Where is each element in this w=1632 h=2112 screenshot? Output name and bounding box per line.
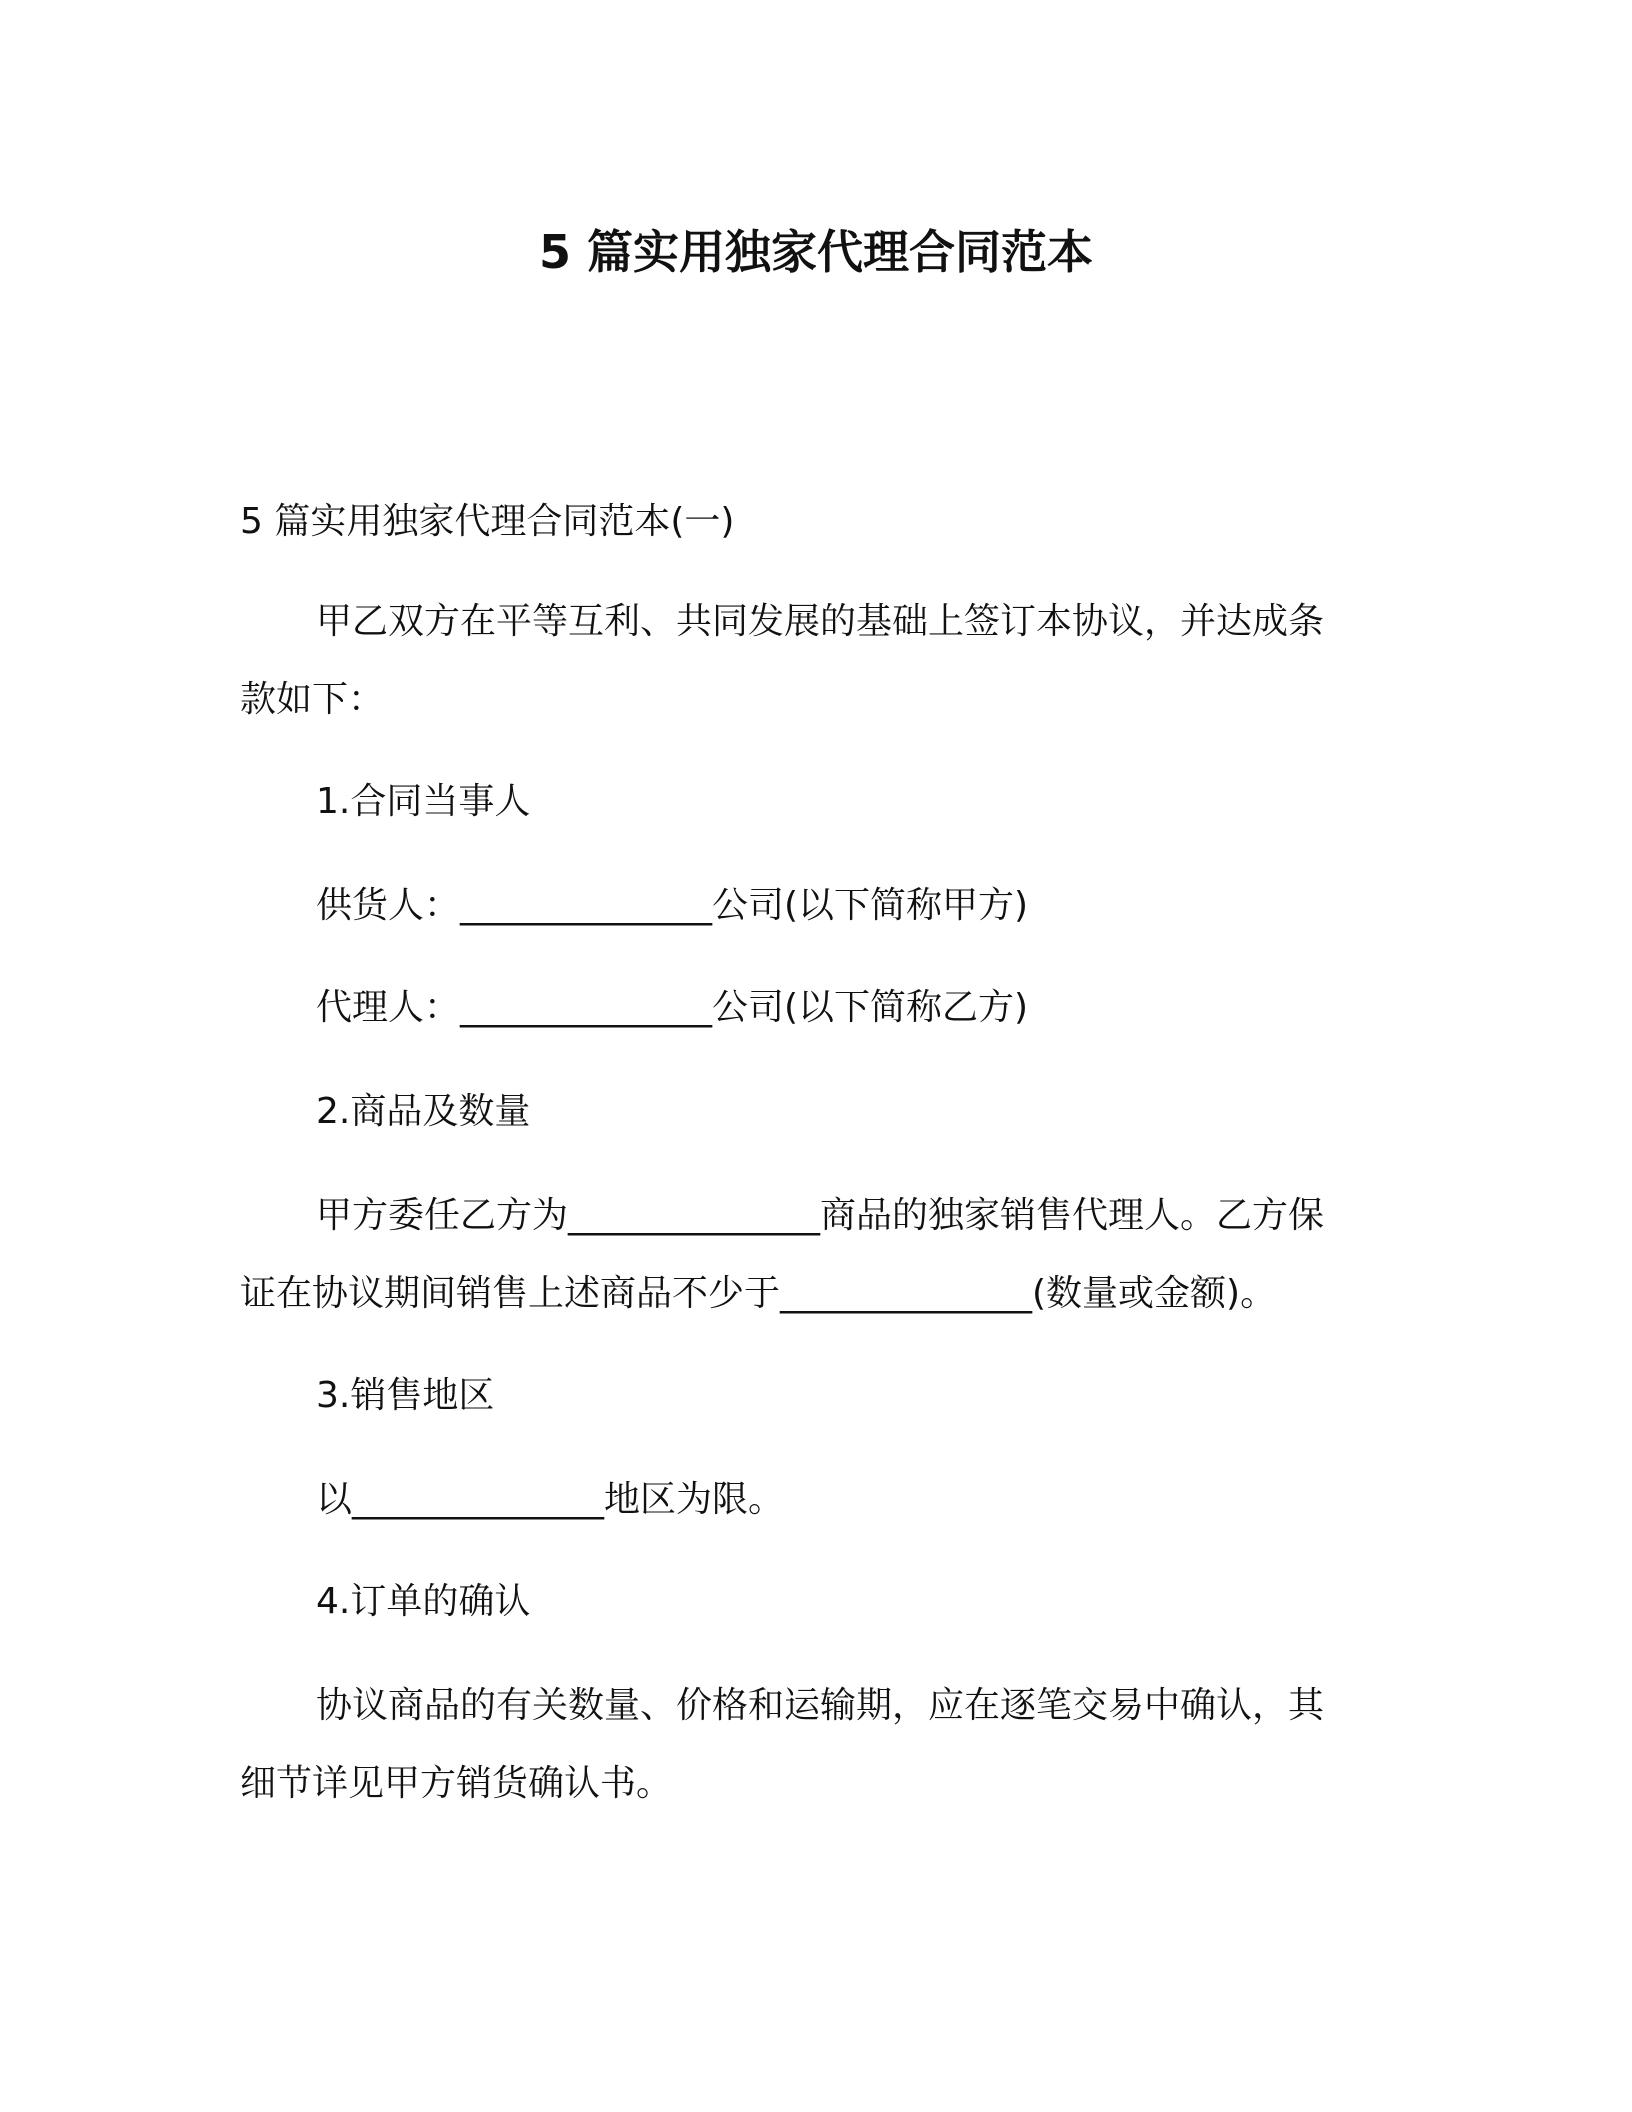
clause-4-heading: 4.订单的确认 (316, 1581, 531, 1622)
section-heading: 5 篇实用独家代理合同范本(一) (240, 501, 735, 542)
clause-3-paragraph: 以______________地区为限。 (316, 1479, 785, 1520)
document-title: 5 篇实用独家代理合同范本 (538, 225, 1094, 279)
clause-1-heading: 1.合同当事人 (316, 781, 531, 822)
clause-2-heading: 2.商品及数量 (316, 1091, 531, 1132)
intro-paragraph-line-1: 甲乙双方在平等互利、共同发展的基础上签订本协议，并达成条 (316, 601, 1325, 642)
clause-4-paragraph-line-1: 协议商品的有关数量、价格和运输期，应在逐笔交易中确认，其 (316, 1685, 1325, 1726)
clause-4-paragraph-line-2: 细节详见甲方销货确认书。 (240, 1763, 673, 1804)
intro-paragraph-line-2: 款如下： (240, 679, 385, 720)
supplier-line: 供货人：______________公司(以下简称甲方) (316, 885, 1029, 926)
clause-3-heading: 3.销售地区 (316, 1375, 495, 1416)
agent-line: 代理人：______________公司(以下简称乙方) (316, 987, 1029, 1028)
clause-2-paragraph-line-1: 甲方委任乙方为______________商品的独家销售代理人。乙方保 (316, 1195, 1325, 1236)
clause-2-paragraph-line-2: 证在协议期间销售上述商品不少于______________(数量或金额)。 (240, 1273, 1277, 1314)
